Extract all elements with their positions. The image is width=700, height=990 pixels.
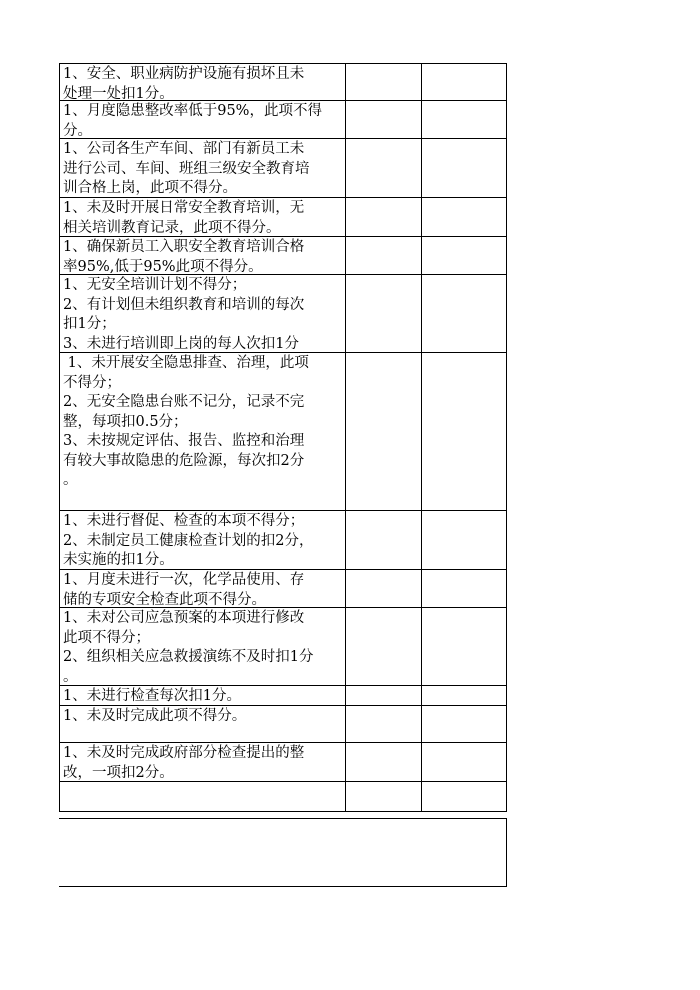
table-row bbox=[59, 198, 507, 237]
criteria-line: 1、未及时完成政府部分检查提出的整 bbox=[63, 745, 305, 761]
note-cell bbox=[422, 782, 506, 811]
score-cell bbox=[346, 101, 422, 138]
criteria-line: 2、未制定员工健康检查计划的扣2分， bbox=[63, 532, 314, 549]
criteria-cell bbox=[60, 743, 346, 781]
criteria-line: 不得分； bbox=[63, 374, 121, 391]
score-cell bbox=[346, 353, 422, 510]
score-cell bbox=[346, 743, 422, 781]
criteria-cell bbox=[60, 608, 346, 685]
table-row bbox=[59, 139, 507, 198]
score-cell bbox=[346, 198, 422, 236]
criteria-line: 1、未进行督促、检查的本项不得分； bbox=[63, 513, 305, 529]
note-cell bbox=[422, 237, 506, 274]
table-row bbox=[59, 101, 507, 139]
criteria-line: 1、月度未进行一次，化学品使用、存 bbox=[63, 572, 305, 588]
note-cell bbox=[422, 353, 506, 510]
criteria-line: 1、月度隐患整改率低于95%，此项不得 bbox=[63, 103, 322, 119]
criteria-line: 3、未进行培训即上岗的每人次扣1分 bbox=[63, 335, 299, 352]
note-cell bbox=[422, 743, 506, 781]
criteria-line: 整，每项扣0.5分； bbox=[63, 413, 188, 430]
criteria-line: 率95%,低于95%此项不得分。 bbox=[63, 258, 263, 274]
note-cell bbox=[422, 64, 506, 100]
criteria-line: 储的专项安全检查此项不得分。 bbox=[63, 591, 266, 607]
criteria-line: 1、未及时完成此项不得分。 bbox=[63, 708, 247, 724]
criteria-cell bbox=[60, 139, 346, 197]
note-cell bbox=[422, 139, 506, 197]
table-row bbox=[59, 511, 507, 570]
criteria-line: 1、未对公司应急预案的本项进行修改 bbox=[63, 610, 305, 626]
note-cell bbox=[422, 686, 506, 705]
note-cell bbox=[422, 706, 506, 742]
note-cell bbox=[422, 198, 506, 236]
criteria-line: 2、组织相关应急救援演练不及时扣1分 bbox=[63, 649, 314, 665]
criteria-cell bbox=[60, 237, 346, 274]
table-row bbox=[59, 782, 507, 812]
criteria-cell bbox=[60, 101, 346, 138]
note-cell bbox=[422, 101, 506, 138]
criteria-line: 2、无安全隐患台账不记分，记录不完 bbox=[63, 394, 305, 410]
table-footer-block bbox=[59, 818, 507, 887]
score-cell bbox=[346, 511, 422, 569]
scoring-table bbox=[59, 63, 507, 812]
criteria-line: 处理一处扣1分。 bbox=[63, 85, 174, 100]
criteria-line: 2、有计划但未组织教育和培训的每次 bbox=[63, 296, 305, 313]
criteria-line: 分。 bbox=[63, 122, 92, 138]
criteria-cell bbox=[60, 198, 346, 236]
table-row bbox=[59, 743, 507, 782]
criteria-cell bbox=[60, 570, 346, 607]
criteria-cell bbox=[60, 511, 346, 569]
criteria-cell bbox=[60, 706, 346, 742]
criteria-line: 。 bbox=[63, 668, 78, 685]
criteria-line: 。 bbox=[63, 472, 78, 488]
note-cell bbox=[422, 570, 506, 607]
table-row bbox=[59, 570, 507, 608]
table-row bbox=[59, 353, 507, 511]
table-row bbox=[59, 275, 507, 353]
criteria-cell bbox=[60, 686, 346, 705]
note-cell bbox=[422, 511, 506, 569]
criteria-line: 相关培训教育记录，此项不得分。 bbox=[63, 219, 281, 236]
criteria-line: 3、未按规定评估、报告、监控和治理 bbox=[63, 433, 305, 449]
table-row bbox=[59, 63, 507, 101]
criteria-line: 有较大事故隐患的危险源，每次扣2分 bbox=[63, 452, 305, 469]
criteria-line: 扣1分； bbox=[63, 316, 116, 332]
criteria-line: 1、确保新员工入职安全教育培训合格 bbox=[63, 239, 305, 255]
criteria-line: 训合格上岗，此项不得分。 bbox=[63, 180, 237, 196]
score-cell bbox=[346, 275, 422, 352]
table-row bbox=[59, 608, 507, 686]
criteria-line: 未实施的扣1分。 bbox=[63, 552, 174, 568]
criteria-line: 改，一项扣2分。 bbox=[63, 764, 174, 781]
score-cell bbox=[346, 570, 422, 607]
criteria-line: 进行公司、车间、班组三级安全教育培 bbox=[63, 160, 310, 177]
criteria-cell bbox=[60, 782, 346, 811]
criteria-cell bbox=[60, 64, 346, 100]
score-cell bbox=[346, 686, 422, 705]
table-row bbox=[59, 237, 507, 275]
criteria-cell bbox=[60, 353, 346, 510]
score-cell bbox=[346, 782, 422, 811]
criteria-line: 1、未及时开展日常安全教育培训，无 bbox=[63, 200, 305, 216]
note-cell bbox=[422, 275, 506, 352]
table-row bbox=[59, 686, 507, 706]
criteria-line: 1、未进行检查每次扣1分。 bbox=[63, 688, 241, 704]
criteria-cell bbox=[60, 275, 346, 352]
score-cell bbox=[346, 706, 422, 742]
score-cell bbox=[346, 237, 422, 274]
score-cell bbox=[346, 139, 422, 197]
score-cell bbox=[346, 608, 422, 685]
criteria-line: 此项不得分； bbox=[63, 629, 150, 646]
score-cell bbox=[346, 64, 422, 100]
criteria-line: 1、未开展安全隐患排查、治理，此项 bbox=[63, 355, 309, 371]
table-row bbox=[59, 706, 507, 743]
criteria-line: 1、无安全培训计划不得分； bbox=[63, 277, 247, 293]
criteria-line: 1、公司各生产车间、部门有新员工未 bbox=[63, 141, 305, 157]
note-cell bbox=[422, 608, 506, 685]
criteria-line: 1、安全、职业病防护设施有损坏且未 bbox=[63, 66, 305, 82]
